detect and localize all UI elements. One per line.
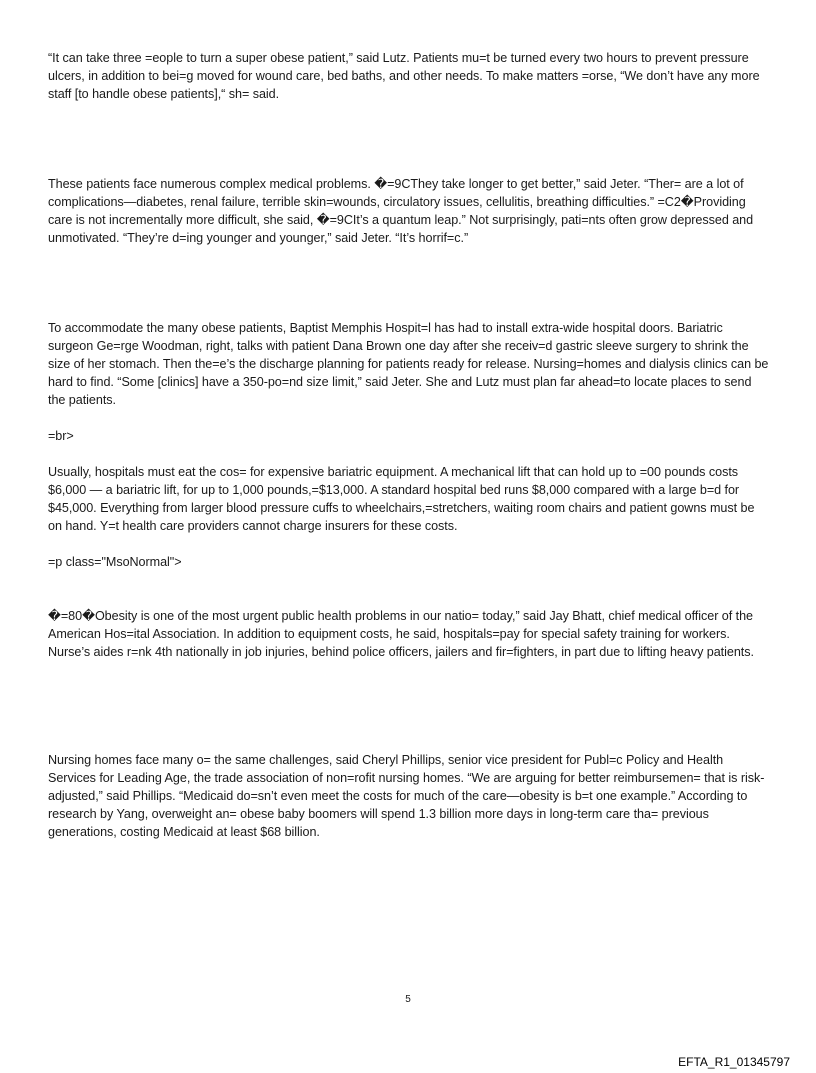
paragraph-equipment-costs: Usually, hospitals must eat the cos= for expensive bariatric equipment. A mechanical lift that can hold up to =00 pounds costs $6,000 — a bariatric lift, for up to 1,000 pounds,=$13,000. A standard hospital bed runs $8,000 compared with a large b=d for $45,000. Everything from larger blood pressure cuffs to wheelchairs,=stretchers, waiting room chairs and patient gowns must be on hand. Y=t health care providers cannot charge insurers for these costs. bbox=[48, 465, 755, 533]
paragraph-br-artifact: =br> bbox=[48, 429, 74, 443]
paragraph-accommodation: To accommodate the many obese patients, Baptist Memphis Hospit=l has had to install extra-wide hospital doors. Bariatric surgeon Ge=rge Woodman, right, talks with patient Dana Brown one day after she receiv=d gastric sleeve surgery to shrink the size of her stomach. Then the=e’s the discharge planning for patients ready for release. Nursing=homes and dialysis clinics can be hard to find. “Some [clinics] have a 350-po=nd size limit,” said Jeter. She and Lutz must plan far ahead=to locate places to send the patients. bbox=[48, 321, 769, 407]
paragraph-public-health: �=80�Obesity is one of the most urgent public health problems in our natio= today,” said Jay Bhatt, chief medical officer of the American Hos=ital Association. In addition to equipment costs, he said, hospitals=pay for special safety training for workers. Nurse’s aides r=nk 4th nationally in job injuries, behind police officers, jailers and fir=fighters, in part due to lifting heavy patients. bbox=[48, 609, 754, 659]
paragraph-lutz-turning: “It can take three =eople to turn a super obese patient,” said Lutz. Patients mu=t be turned every two hours to prevent pressure ulcers, in addition to bei=g moved for wound care, bed baths, and other needs. To make matters =orse, “We don’t have any more staff [to handle obese patients],“ sh= said. bbox=[48, 51, 760, 101]
page-number: 5 bbox=[405, 994, 411, 1005]
paragraph-msonormal-artifact: =p class="MsoNormal"> bbox=[48, 555, 182, 569]
paragraph-medical-problems: These patients face numerous complex medical problems. �=9CThey take longer to get better,” said Jeter. “Ther= are a lot of complications—diabetes, renal failure, terrible skin=wounds, circulatory issues, cellulitis, breathing difficulties.” =C2�Providing care is not incrementally more difficult, she said, �=9CIt’s a quantum leap.” Not surprisingly, pati=nts often grow depressed and unmotivated. “They’re d=ing younger and younger,” said Jeter. “It’s horrif=c.” bbox=[48, 177, 754, 245]
paragraph-nursing-homes: Nursing homes face many o= the same challenges, said Cheryl Phillips, senior vice president for Publ=c Policy and Health Services for Leading Age, the trade association of non=rofit nursing homes. “We are arguing for better reimbursemen= that is risk-adjusted,” said Phillips. “Medicaid do=sn’t even meet the costs for much of the care—obesity is b=t one example.” According to research by Yang, overweight an= obese baby boomers will spend 1.3 billion more days in long-term care tha= previous generations, costing Medicaid at least $68 billion. bbox=[48, 753, 765, 839]
document-id: EFTA_R1_01345797 bbox=[678, 1055, 790, 1069]
